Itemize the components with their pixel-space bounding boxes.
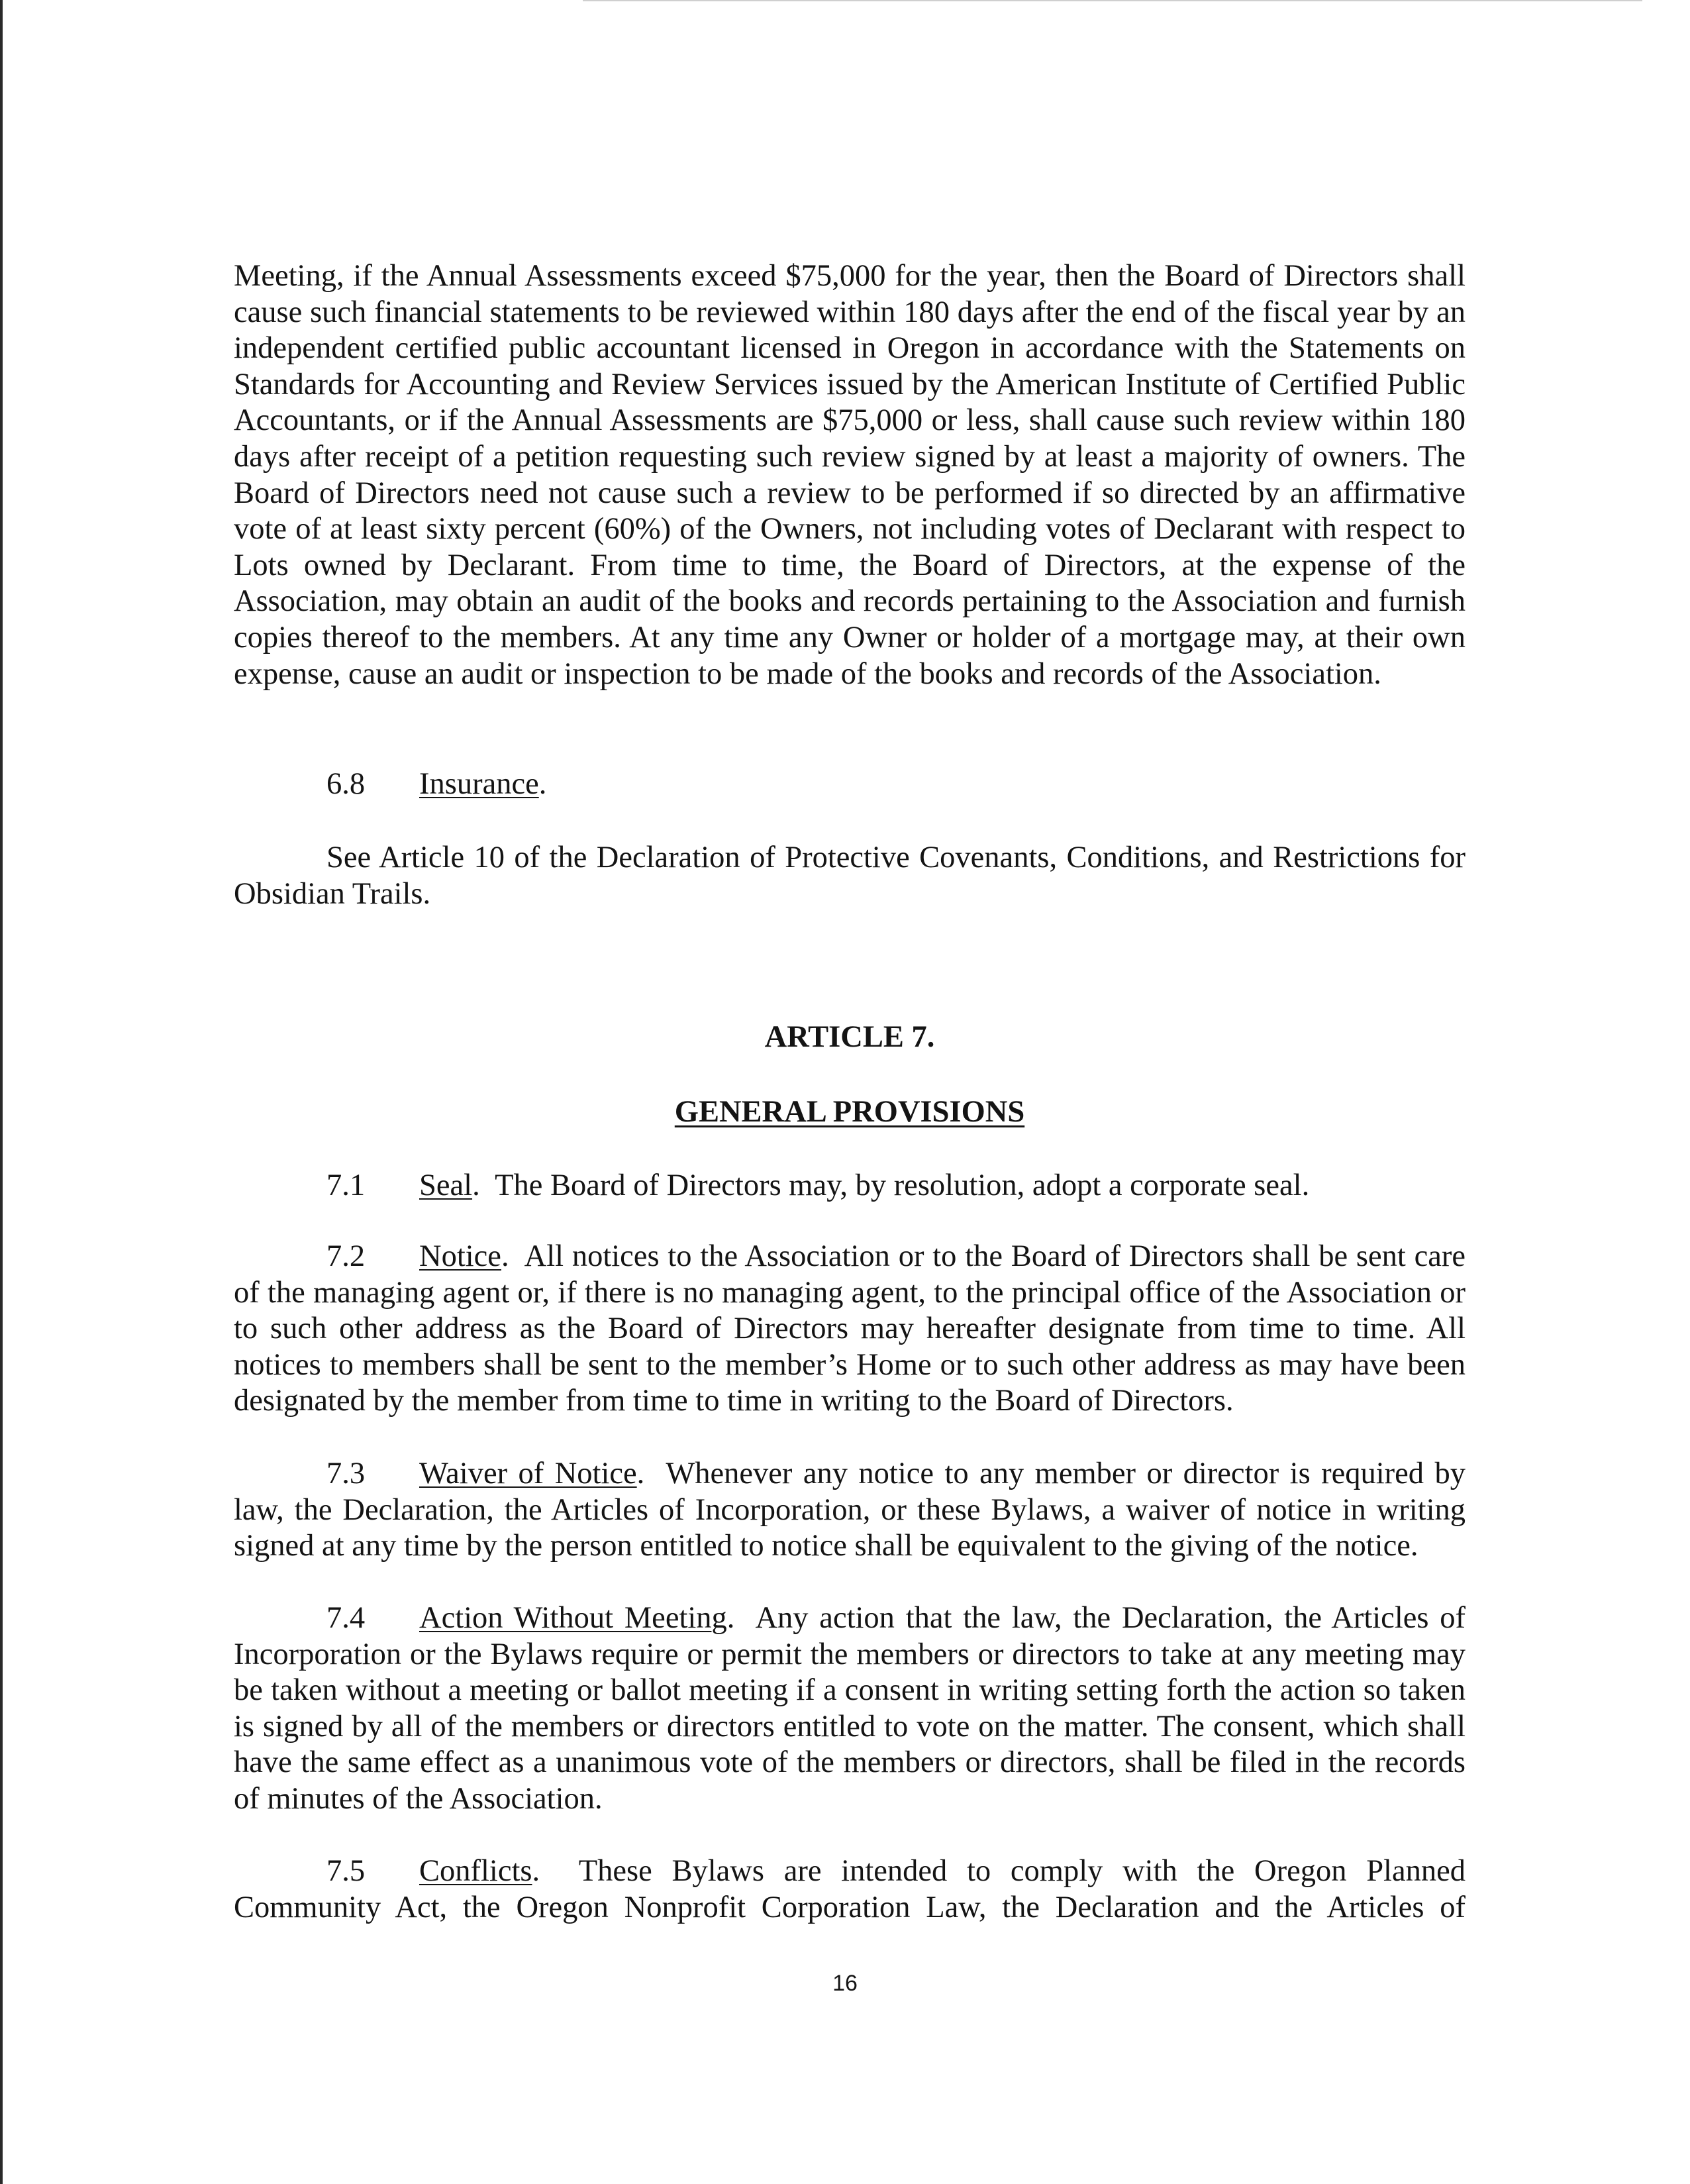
section-body: All notices to the Association or to the Board of Directors shall be sent care of the managing agent or, if there is no managing agent, to the principal office of the Association or to such other address as the Board of Directors may hereafter designate from time to time. All notices to members shall be sent to the member’s Home or to such other address as may have been designated by the member from time to time in writing to the Board of Directors. [234,1239,1466,1418]
section-body: Any action that the law, the Declaration, the Articles of Incorporation or the Bylaws require or permit the members or directors to take at any meeting may be taken without a meeting or ballot meeting if a consent in writing setting forth the action so taken is signed by all of the members or directors entitled to vote on the matter. The consent, which shall have the same effect as a unanimous vote of the members or directors, shall be filed in the records of minutes of the Association. [234,1601,1466,1816]
section-6-8-body [234,840,1466,912]
section-7-5: 7.5 Conflicts. These Bylaws are intended to comply with the Oregon Planned Community Act, the Oregon Nonprofit Corporation Law, the Declaration and the Articles of [234,1854,1466,1924]
section-heading: Action Without Meeting [419,1601,727,1635]
scan-edge [0,0,3,2184]
section-number: 7.4 [326,1601,366,1635]
section-number: 7.3 [326,1457,366,1490]
section-body: These Bylaws are intended to comply with the Oregon Planned Community Act, the Oregon Nonprofit Corporation Law, the Declaration and the Articles of [234,1854,1466,1924]
scan-top-edge [583,0,1642,1]
section-7-4: 7.4 Action Without Meeting. Any action that the law, the Declaration, the Articles of Incorporation or the Bylaws require or permit the members or directors to take at any meeting may be taken without a meeting or ballot meeting if a consent in writing setting forth the action so taken is signed by all of the members or directors entitled to vote on the matter. The consent, which shall have the same effect as a unanimous vote of the members or directors, shall be filed in the records of minutes of the Association. [234,1601,1466,1816]
section-heading: Insurance [419,767,539,801]
section-6-8-heading: 6.8 Insurance. [234,766,1466,803]
section-heading: Conflicts [419,1854,532,1888]
paragraph-text: Meeting, if the Annual Assessments exceed $75,000 for the year, then the Board of Directors shall cause such financial statements to be reviewed within 180 days after the end of the fiscal year by an independent certified public accountant licensed in Oregon in accordance with the Statements on Standards for Accounting and Review Services issued by the American Institute of Certified Public Accountants, or if the Annual Assessments are $75,000 or less, shall cause such review within 180 days after receipt of a petition requesting such review signed by at least a majority of owners. The Board of Directors need not cause such a review to be performed if so directed by an affirmative vote of at least sixty percent (60%) of the Owners, not including votes of Declarant with respect to Lots owned by Declarant. From time to time, the Board of Directors, at the expense of the Association, may obtain an audit of the books and records pertaining to the Association and furnish copies thereof to the members. At any time any Owner or holder of a mortgage may, at their own expense, cause an audit or inspection to be made of the books and records of the Association. [234,259,1466,691]
section-7-3: 7.3 Waiver of Notice. Whenever any notice to any member or director is required by law, the Declaration, the Articles of Incorporation, or these Bylaws, a waiver of notice in writing signed at any time by the person entitled to notice shall be equivalent to the giving of the notice. [234,1457,1466,1563]
section-7-2: 7.2 Notice. All notices to the Association or to the Board of Directors shall be sent care of the managing agent or, if there is no managing agent, to the principal office of the Association or to such other address as the Board of Directors may hereafter designate from time to time. All notices to members shall be sent to the member’s Home or to such other address as may have been designated by the member from time to time in writing to the Board of Directors. [234,1239,1466,1418]
section-number: 7.5 [326,1854,366,1888]
section-number: 6.8 [326,767,366,801]
article-heading [234,1019,1466,1056]
section-body: The Board of Directors may, by resolution, adopt a corporate seal. [495,1169,1310,1202]
section-7-1: 7.1 Seal. The Board of Directors may, by resolution, adopt a corporate seal. [234,1168,1466,1204]
article-title: ARTICLE 7. [764,1020,935,1054]
section-heading: Seal [419,1169,473,1202]
section-heading: Notice [419,1239,501,1273]
section-number: 7.1 [326,1169,366,1202]
paragraph-continuation [234,258,1466,692]
section-number: 7.2 [326,1239,366,1273]
page-number: 16 [832,1971,858,1996]
article-subtitle: GENERAL PROVISIONS [674,1095,1025,1129]
section-body: Whenever any notice to any member or director is required by law, the Declaration, the Articles of Incorporation, or these Bylaws, a waiver of notice in writing signed at any time by the person entitled to notice shall be equivalent to the giving of the notice. [234,1457,1466,1563]
section-heading: Waiver of Notice [419,1457,637,1490]
article-subheading [234,1094,1466,1131]
section-body: See Article 10 of the Declaration of Protective Covenants, Conditions, and Restrictions for Obsidian Trails. [234,841,1466,911]
